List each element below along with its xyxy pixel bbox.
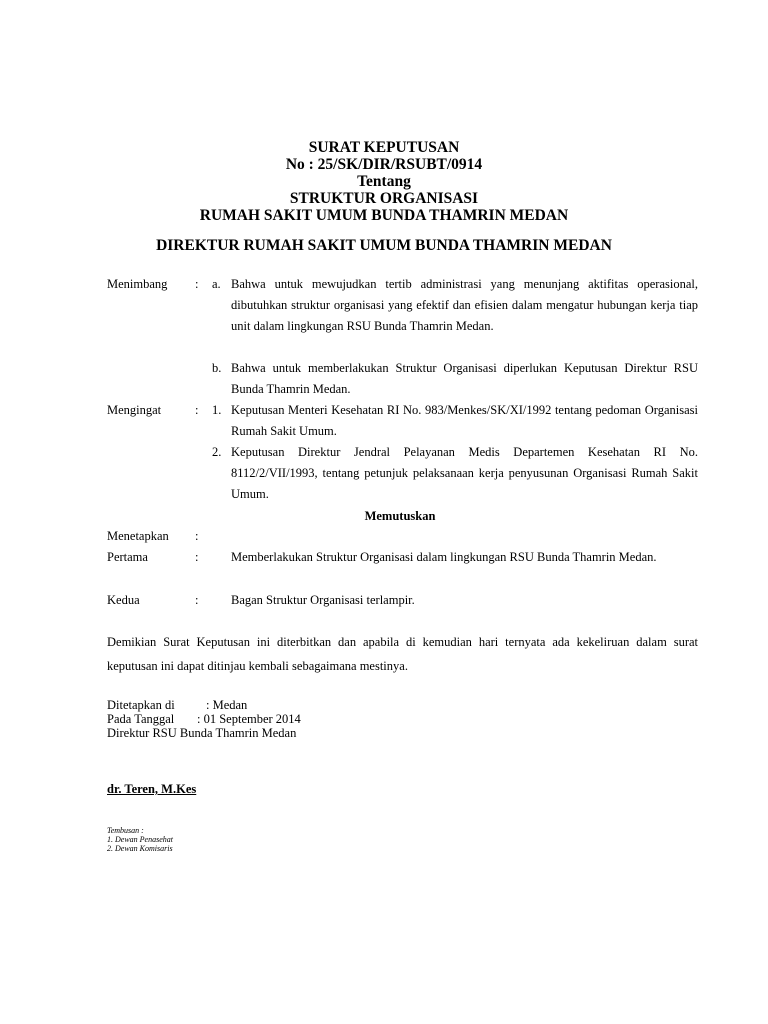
pertama-text: Memberlakukan Struktur Organisasi dalam lingkungan RSU Bunda Thamrin Medan. — [231, 550, 657, 564]
mengingat-item-2: Keputusan Direktur Jendral Pelayanan Medis Departemen Kesehatan RI No. 8112/2/VII/1993, tentang petunjuk pelaksanaan kerja penyusunan Organisasi Rumah Sakit Umum. — [231, 445, 698, 501]
signoff-date-value: : 01 September 2014 — [197, 712, 301, 726]
mengingat-label: Mengingat — [107, 403, 162, 417]
tembusan-block — [107, 826, 173, 853]
director-title: DIREKTUR RUMAH SAKIT UMUM BUNDA THAMRIN MEDAN — [156, 237, 612, 254]
kedua-text: Bagan Struktur Organisasi terlampir. — [231, 593, 415, 607]
pertama-label: Pertama — [107, 550, 148, 564]
signoff-place-row — [107, 698, 301, 712]
tembusan-title: Tembusan : — [107, 826, 144, 835]
mengingat-marker-1: 1. — [212, 403, 222, 417]
document-header — [0, 139, 768, 224]
mengingat-colon: : — [195, 403, 199, 417]
header-title: SURAT KEPUTUSAN — [308, 139, 460, 156]
signoff-date-row — [107, 712, 301, 726]
header-about: Tentang — [357, 173, 411, 190]
tembusan-item: 2. Dewan Komisaris — [107, 844, 173, 853]
menetapkan-label: Menetapkan — [107, 529, 169, 543]
signoff-date-label: Pada Tanggal — [107, 712, 175, 726]
header-subject: STRUKTUR ORGANISASI — [289, 190, 479, 207]
kedua-label: Kedua — [107, 593, 140, 607]
header-institution: RUMAH SAKIT UMUM BUNDA THAMRIN MEDAN — [199, 207, 569, 224]
header-number: No : 25/SK/DIR/RSUBT/0914 — [285, 156, 483, 173]
menimbang-label: Menimbang — [107, 277, 168, 291]
memutuskan-heading: Memutuskan — [364, 509, 436, 523]
pertama-colon: : — [195, 550, 199, 564]
menimbang-item-b: Bahwa untuk memberlakukan Struktur Organisasi diperlukan Keputusan Direktur RSU Bunda Thamrin Medan. — [231, 361, 698, 396]
mengingat-item-1: Keputusan Menteri Kesehatan RI No. 983/Menkes/SK/XI/1992 tentang pedoman Organisasi Rumah Sakit Umum. — [231, 403, 698, 438]
signoff-position: Direktur RSU Bunda Thamrin Medan — [107, 726, 297, 740]
menimbang-colon: : — [195, 277, 199, 291]
menetapkan-colon: : — [195, 529, 199, 543]
signoff-place-label: Ditetapkan di — [107, 698, 175, 712]
kedua-colon: : — [195, 593, 199, 607]
menimbang-item-a: Bahwa untuk mewujudkan tertib administrasi yang menunjang aktifitas operasional, dibutuhkan struktur organisasi yang efektif dan efisien dalam mengatur hubungan kerja tiap unit dalam lingkungan RSU Bunda Thamrin Medan. — [231, 277, 698, 333]
signoff-block — [107, 698, 301, 740]
signoff-place-value: : Medan — [206, 698, 248, 712]
mengingat-marker-2: 2. — [212, 445, 222, 459]
signer-name: dr. Teren, M.Kes — [107, 782, 197, 796]
menimbang-marker-b: b. — [212, 361, 222, 375]
menimbang-marker-a: a. — [212, 277, 221, 291]
tembusan-item: 1. Dewan Penasehat — [107, 835, 173, 844]
closing-paragraph: Demikian Surat Keputusan ini diterbitkan dan apabila di kemudian hari ternyata ada kekeliruan dalam surat keputusan ini dapat ditinjau kembali sebagaimana mestinya. — [107, 635, 698, 673]
